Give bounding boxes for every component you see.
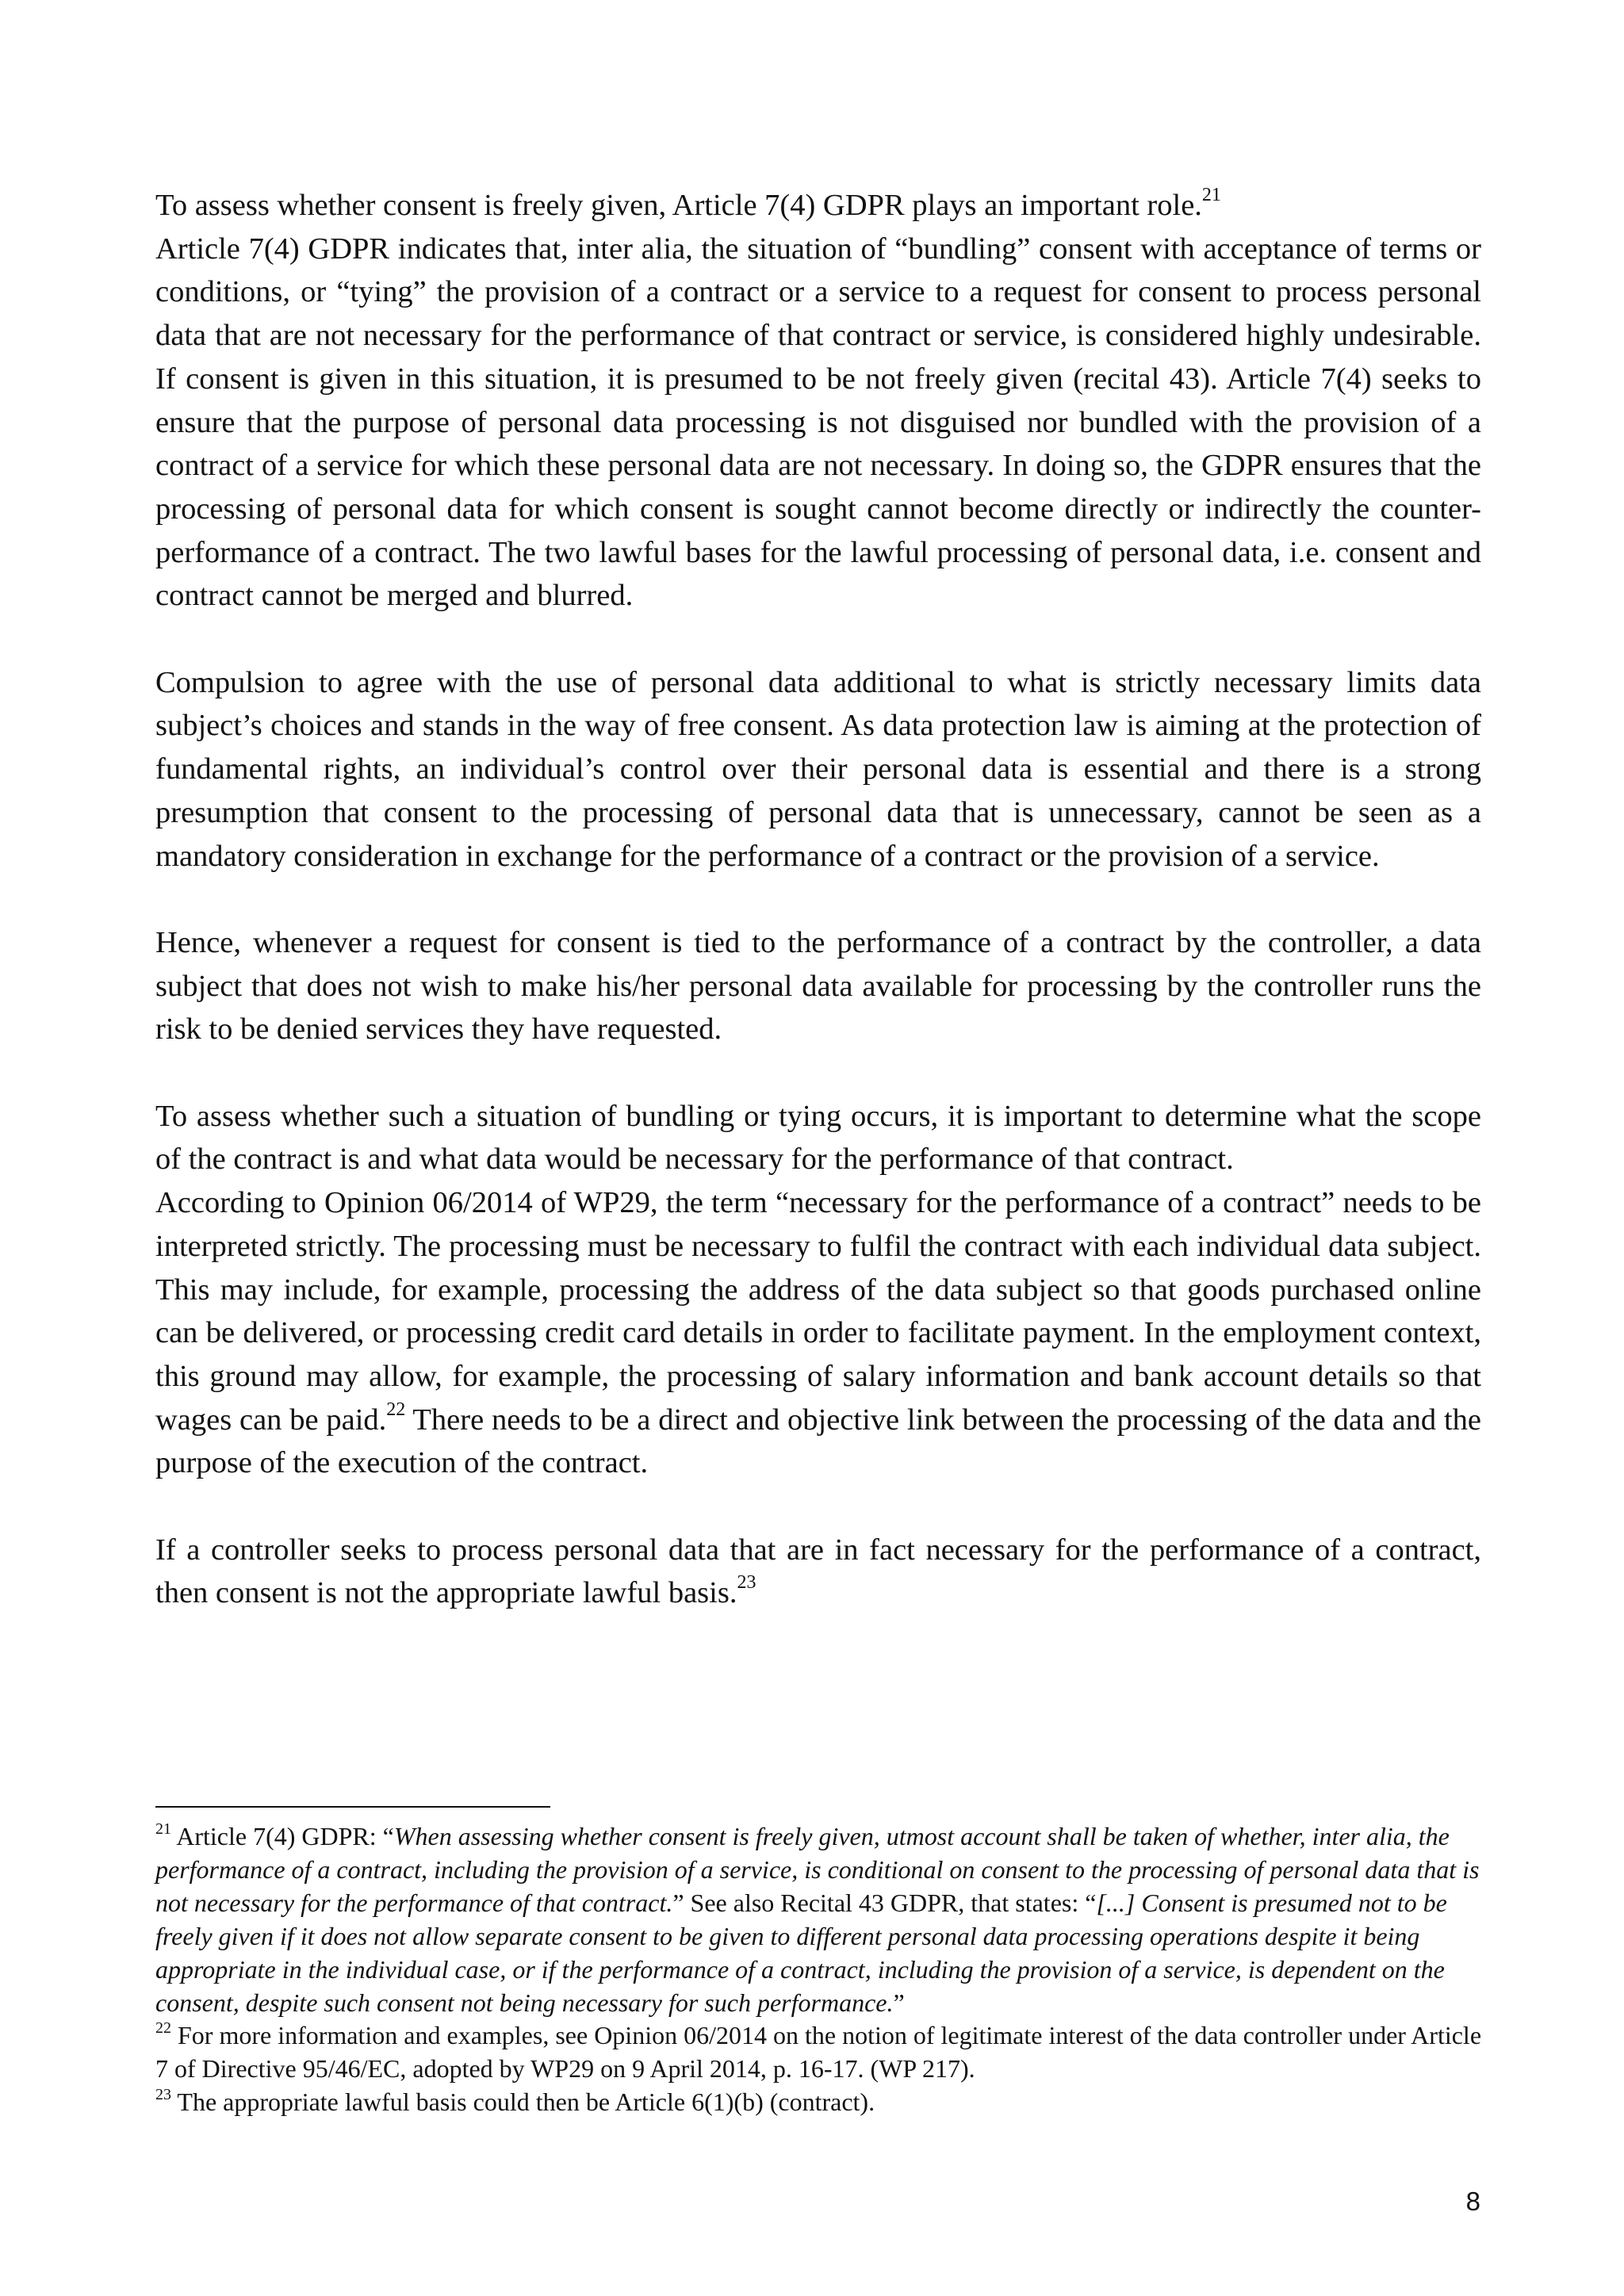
paragraph-opinion-06-2014 bbox=[155, 1181, 1481, 1485]
footnote-text: ” bbox=[893, 1988, 905, 2017]
footnote-reference[interactable]: 21 bbox=[1201, 185, 1221, 205]
footnote-quote: [...] Consent is presumed not to be freely given if it does not allow separate consent to be given to different personal data processing operations despite it being appropriate in the individual case, or if the performance of a contract, including the provision of a service, is dependent on the consent, despite such consent not being necessary for such performance. bbox=[155, 1888, 1447, 2017]
footnote-text: The appropriate lawful basis could then be Article 6(1)(b) (contract). bbox=[171, 2087, 875, 2117]
footnote-number: 23 bbox=[155, 2086, 171, 2104]
paragraph-hence: Hence, whenever a request for consent is tied to the performance of a contract by the controller, a data subject that does not wish to make his/her personal data available for processing by the controller runs the risk to be denied services they have requested. bbox=[155, 925, 1481, 1047]
footnotes bbox=[155, 1820, 1481, 2119]
footnote-reference[interactable]: 23 bbox=[737, 1572, 756, 1594]
paragraph-compulsion: Compulsion to agree with the use of personal data additional to what is strictly necessary limits data subject’s choices and stands in the way of free consent. As data protection law is aiming at the protection of fundamental rights, an individual’s control over their personal data is essential and there is a strong presumption that consent to the processing of personal data that is unnecessary, cannot be seen as a mandatory consideration in exchange for the performance of a contract or the provision of a service. bbox=[155, 665, 1481, 873]
footnote-reference[interactable]: 22 bbox=[386, 1399, 406, 1420]
paragraph-text: According to Opinion 06/2014 of WP29, the term “necessary for the performance of a contract” needs to be interpreted strictly. The processing must be necessary to fulfil the contract with each individual data subject. This may include, for example, processing the address of the data subject so that goods purchased online can be delivered, or processing credit card details in order to facilitate payment. In the employment context, this ground may allow, for example, the processing of salary information and bank account details so that wages can be paid. bbox=[155, 1186, 1481, 1437]
paragraph-text: There needs to be a direct and objective link between the processing of the data and the purpose of the execution of the contract. bbox=[155, 1402, 1482, 1480]
paragraph-text: If a controller seeks to process personal data that are in fact necessary for the performance of a contract, then consent is not the appropriate lawful basis. bbox=[155, 1533, 1481, 1610]
main-text bbox=[155, 184, 1481, 1615]
footnote-22 bbox=[155, 2019, 1481, 2086]
paragraph-freely-given bbox=[155, 184, 1481, 228]
footnote-number: 21 bbox=[155, 1820, 171, 1838]
paragraph-bundling-scope: To assess whether such a situation of bundling or tying occurs, it is important to determine what the scope of the contract is and what data would be necessary for the performance of that contract. bbox=[155, 1099, 1481, 1177]
footnote-21 bbox=[155, 1820, 1481, 2019]
footnote-number: 22 bbox=[155, 2019, 171, 2038]
page-number: 8 bbox=[1465, 2187, 1480, 2216]
footnote-quote: When assessing whether consent is freely given, utmost account shall be taken of whether, inter alia, the performance of a contract, including the provision of a service, is conditional on consent to the processing of personal data that is not necessary for the performance of that contract. bbox=[155, 1822, 1480, 1917]
footnote-text: Article 7(4) GDPR: “ bbox=[171, 1822, 394, 1850]
footnote-23 bbox=[155, 2086, 1481, 2119]
footnote-text: ” See also Recital 43 GDPR, that states: “ bbox=[672, 1888, 1097, 1917]
paragraph-text: To assess whether consent is freely given, Article 7(4) GDPR plays an important role. bbox=[155, 189, 1202, 222]
paragraph-article-7-4: Article 7(4) GDPR indicates that, inter alia, the situation of “bundling” consent with acceptance of terms or conditions, or “tying” the provision of a contract or a service to a request for consent to process personal data that are not necessary for the performance of that contract or service, is considered highly undesirable. If consent is given in this situation, it is presumed to be not freely given (recital 43). Article 7(4) seeks to ensure that the purpose of personal data processing is not disguised nor bundled with the provision of a contract of a service for which these personal data are not necessary. In doing so, the GDPR ensures that the processing of personal data for which consent is sought cannot become directly or indirectly the counter-performance of a contract. The two lawful bases for the lawful processing of personal data, i.e. consent and contract cannot be merged and blurred. bbox=[155, 232, 1481, 613]
footnote-text: For more information and examples, see Opinion 06/2014 on the notion of legitimate interest of the data controller under Article 7 of Directive 95/46/EC, adopted by WP29 on 9 April 2014, p. 16-17. (WP 217). bbox=[155, 2021, 1482, 2084]
footnote-separator bbox=[155, 1806, 550, 1808]
paragraph-lawful-basis bbox=[155, 1529, 1481, 1615]
